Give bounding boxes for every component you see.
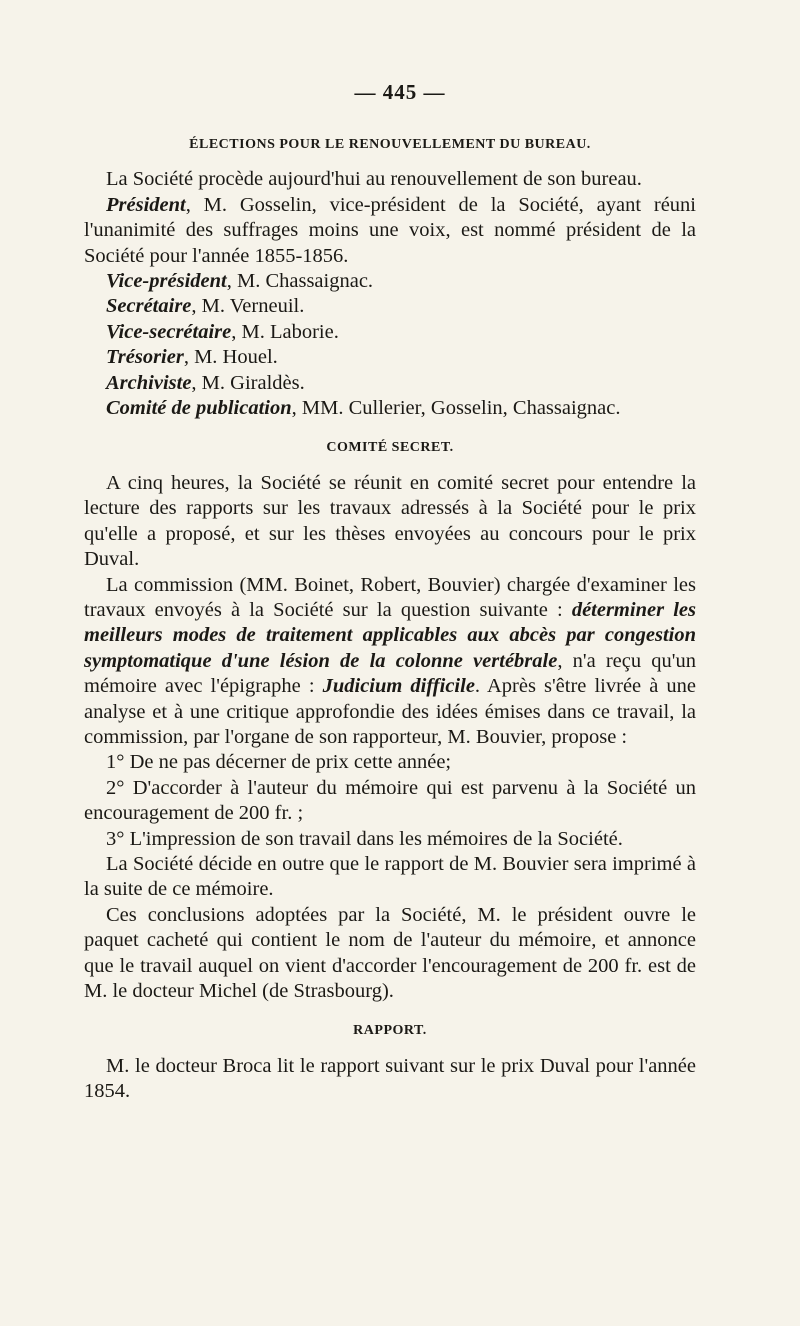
secretaire-text: , M. Verneuil. xyxy=(191,295,305,318)
proposal-item-2: 2° D'accorder à l'auteur du mémoire qui est parvenu à la Société un encouragement de 200 fr. ; xyxy=(84,776,696,825)
comite-publication-text: , MM. Cullerier, Gosselin, Chassaignac. xyxy=(291,397,621,420)
page-number: — 445 — xyxy=(354,80,446,104)
president-text: , M. Gosselin, vice-président de la Société, ayant réuni l'unanimité des suffrages moins une voix, est nommé président de la Société pour l'année 1855-1856. xyxy=(84,193,696,267)
president-label: Président xyxy=(106,193,186,216)
president-entry xyxy=(84,193,696,269)
archiviste-text: , M. Giraldès. xyxy=(191,371,305,394)
section-heading-elections: ÉLECTIONS POUR LE RENOUVELLEMENT DU BUREAU. xyxy=(189,137,591,152)
comite-paragraph-2 xyxy=(84,573,696,751)
proposal-item-3: 3° L'impression de son travail dans les mémoires de la Société. xyxy=(106,827,623,850)
vice-secretaire-text: , M. Laborie. xyxy=(231,320,339,343)
tresorier-text: , M. Houel. xyxy=(183,346,278,369)
commission-epigraph: Judicium difficile xyxy=(322,675,475,698)
tresorier-label: Trésorier xyxy=(106,346,184,369)
comite-publication-entry xyxy=(84,396,696,421)
secretaire-label: Secrétaire xyxy=(106,295,192,318)
rapport-paragraph-1: M. le docteur Broca lit le rapport suivant sur le prix Duval pour l'année 1854. xyxy=(84,1054,696,1103)
secretaire-entry xyxy=(84,294,696,319)
commission-text-c: . Après s'être livrée à une analyse et à une critique approfondie des idées émises dans ce travail, la commission, par l'organe de son rapporteur, M. Bouvier, propose : xyxy=(84,675,696,748)
section-heading-comite-secret: COMITÉ SECRET. xyxy=(326,440,454,456)
vice-president-text: , M. Chassaignac. xyxy=(226,270,374,293)
commission-text-b: , n'a reçu qu'un mémoire avec l'épigraphe : xyxy=(84,649,696,698)
comite-paragraph-4: Ces conclusions adoptées par la Société, M. le président ouvre le paquet cacheté qui contient le nom de l'auteur du mémoire, et annonce que le travail auquel on vient d'accorder l'encouragement de 200 fr. est de M. le docteur Michel (de Strasbourg). xyxy=(84,903,696,1002)
elections-intro: La Société procède aujourd'hui au renouvellement de son bureau. xyxy=(106,168,642,191)
commission-text-a: La commission (MM. Boinet, Robert, Bouvier) chargée d'examiner les travaux envoyés à la Société sur la question suivante : xyxy=(84,573,696,621)
proposal-item-1: 1° De ne pas décerner de prix cette année; xyxy=(106,751,452,774)
tresorier-entry xyxy=(84,345,696,370)
commission-question: déterminer les meilleurs modes de traitement applicables aux abcès par congestion symptomatique d'une lésion de la colonne vertébrale xyxy=(84,598,696,672)
archiviste-label: Archiviste xyxy=(106,371,192,394)
comite-paragraph-1: A cinq heures, la Société se réunit en comité secret pour entendre la lecture des rapports sur les travaux adressés à la Société pour le prix qu'elle a proposé, et sur les thèses envoyées au concours pour le prix Duval. xyxy=(84,471,696,571)
page-body xyxy=(84,132,696,1105)
vice-secretaire-label: Vice-secrétaire xyxy=(106,320,232,343)
vice-president-entry xyxy=(84,269,696,294)
comite-publication-label: Comité de publication xyxy=(106,397,292,420)
vice-secretaire-entry xyxy=(84,320,696,345)
section-heading-rapport: RAPPORT. xyxy=(353,1023,427,1039)
comite-paragraph-3: La Société décide en outre que le rapport de M. Bouvier sera imprimé à la suite de ce mémoire. xyxy=(84,852,696,901)
vice-president-label: Vice-président xyxy=(106,270,227,293)
archiviste-entry xyxy=(84,371,696,396)
